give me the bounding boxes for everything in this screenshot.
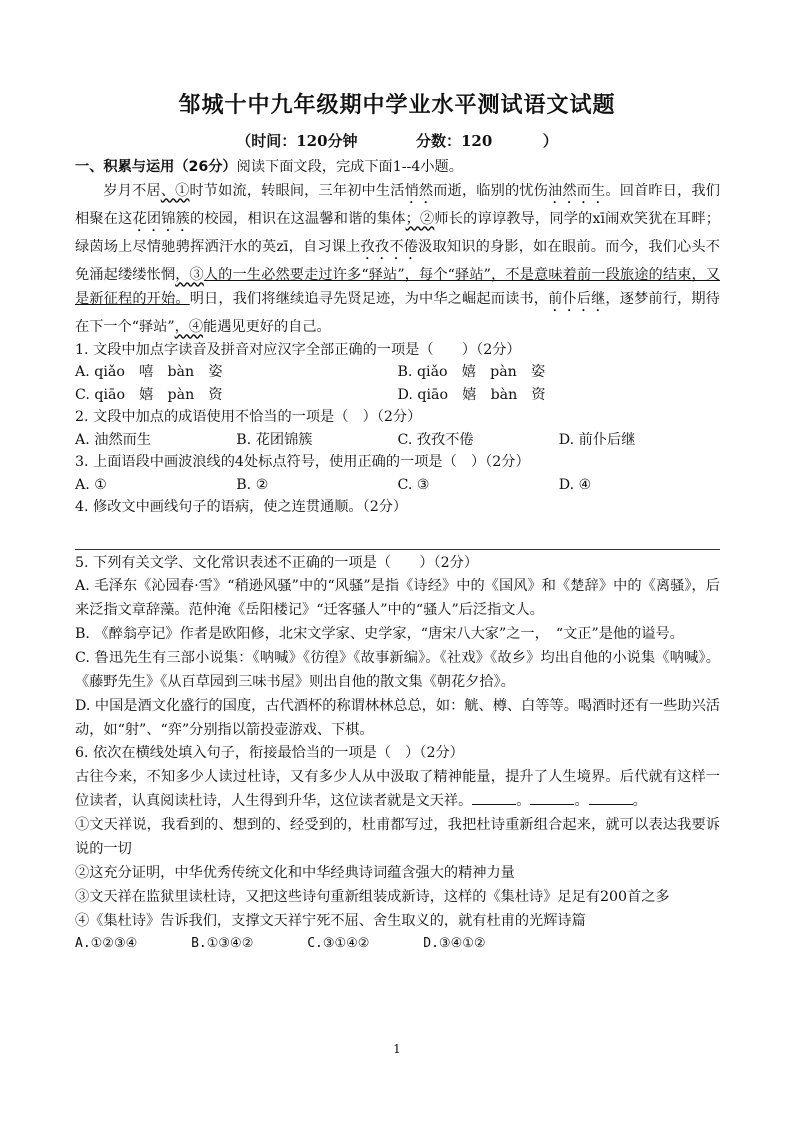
score-label: 分数：120 xyxy=(415,132,493,150)
question-6-options xyxy=(75,933,720,956)
question-1-stem: 1. 文段中加点字读音及拼音对应汉字全部正确的一项是（ ）（2分） xyxy=(75,341,521,358)
blank-2[interactable] xyxy=(530,790,574,805)
passage-text: 能遇见更好的自己。 xyxy=(203,318,331,335)
question-5-stem: 5. 下列有关文学、文化常识表述不正确的一项是（ ）（2分） xyxy=(75,554,479,571)
option-c[interactable]: C. qiāo 嬉 pàn 资 xyxy=(75,386,223,403)
blank-3[interactable] xyxy=(589,790,633,805)
question-3-options xyxy=(75,474,720,497)
option-b[interactable]: B.①③④② xyxy=(191,935,254,951)
option-d[interactable]: D. qiāo 嬉 bàn 资 xyxy=(397,386,546,403)
underlined-sentence: 人的一生必然要走过许多“驿站”，每个“驿站”，不是意味着前一段旅途的结束，又是新征程的开始。 xyxy=(75,266,720,307)
wavy-mark-1: 、① xyxy=(160,182,190,199)
question-6-sentence-2: ②这充分证明，中华优秀传统文化和中华经典诗词蕴含强大的精神力量 xyxy=(75,864,515,881)
wavy-mark-2: ；② xyxy=(405,210,435,227)
section-title: 一、积累与运用（26分） xyxy=(75,159,237,175)
option-c[interactable]: C. ③ xyxy=(397,476,430,493)
blank-1[interactable] xyxy=(472,790,516,805)
section-heading xyxy=(75,156,720,179)
question-6-sentence-3: ③文天祥在监狱里读杜诗，又把这些诗句重新组装成新诗，这样的《集杜诗》足足有200首之多 xyxy=(75,888,670,905)
question-6-sentence-4: ④《集杜诗》告诉我们，支撑文天祥宁死不屈、舍生取义的，就有杜甫的光辉诗篇 xyxy=(75,912,586,929)
question-2-options xyxy=(75,429,720,452)
question-3-stem: 3. 上面语段中画波浪线的4处标点符号，使用正确的一项是（ ）（2分） xyxy=(75,454,530,470)
option-a[interactable]: A. qiǎo 嘻 bàn 姿 xyxy=(75,364,223,380)
dotted-idiom-zizi: 孜孜不倦 xyxy=(360,238,419,255)
reading-passage xyxy=(75,179,720,339)
exam-subtitle xyxy=(0,130,794,151)
question-1-options-row-1 xyxy=(75,361,720,384)
exam-content xyxy=(75,156,720,955)
option-b[interactable]: B. ② xyxy=(236,476,269,493)
wavy-mark-4: ，④ xyxy=(174,318,204,335)
option-a[interactable]: A.①②③④ xyxy=(75,935,138,951)
passage-text: 时节如流，转眼间，三年初中生活 xyxy=(189,182,405,199)
dotted-word-qiaoran: 悄然 xyxy=(404,182,434,199)
option-b[interactable]: B. 花团锦簇 xyxy=(236,431,313,448)
option-c[interactable]: C. 孜孜不倦 xyxy=(397,431,474,448)
answer-line[interactable] xyxy=(75,527,720,550)
question-5-option-b[interactable]: B. 《醉翁亭记》作者是欧阳修，北宋文学家、史学家，“唐宋八大家”之一， “文正”是他的谥号。 xyxy=(75,626,684,642)
question-5-option-d[interactable]: D. 中国是酒文化盛行的国度，古代酒杯的称谓林林总总，如：觥、樽、白等等。喝酒时还有一些助兴活动，如“射”、“弈”分别指以箭投壶游戏、下棋。 xyxy=(75,698,720,738)
passage-text: 师长的谆谆教导，同学的xī闹欢笑犹在耳畔；绿茵场上尽情驰骋挥洒汗水的英zī，自习课上 xyxy=(75,210,720,255)
option-b[interactable]: B. qiǎo 嬉 pàn 姿 xyxy=(397,364,546,380)
dotted-idiom-qianpu: 前仆后继 xyxy=(548,290,606,307)
option-c[interactable]: C.③①④② xyxy=(307,935,370,951)
dotted-idiom-youran: 油然而生 xyxy=(548,182,606,199)
question-4-stem: 4. 修改文中画线句子的语病，使之连贯通顺。（2分） xyxy=(75,499,408,515)
option-d[interactable]: D. ④ xyxy=(558,476,592,493)
passage-text: 的校园，相识在这温馨和谐的集体 xyxy=(190,210,406,227)
question-6-passage-text: 古往今来，不知多少人读过杜诗，又有多少人从中汲取了精神能量，提升了人生境界。后代就有这样一位读者，认真阅读杜诗，人生得到升华，这位读者就是文天祥。 xyxy=(75,768,720,809)
passage-text: 汲取知识的身影，如在眼前。而今，我们心头不免涌起缕缕怅惘 xyxy=(75,238,720,283)
dotted-idiom-huatuan: 花团锦簇 xyxy=(132,210,190,227)
passage-text: 而逝，临别的忧伤 xyxy=(433,182,548,199)
option-a[interactable]: A. 油然而生 xyxy=(75,431,152,448)
question-6-passage: 古往今来，不知多少人读过杜诗，又有多少人从中汲取了精神能量，提升了人生境界。后代就有这样一位读者，认真阅读杜诗，人生得到升华，这位读者就是文天祥。 。 。 。 xyxy=(75,768,720,809)
exam-title: 邹城十中九年级期中学业水平测试语文试题 xyxy=(178,93,616,118)
passage-text: 。回首昨日，我们相聚在这 xyxy=(75,182,720,227)
question-5-option-c[interactable]: C. 鲁迅先生有三部小说集：《呐喊》《彷徨》《故事新编》。《社戏》《故乡》均出自他的小说集《呐喊》。《藤野先生》《从百草园到三味书屋》则出自他的散文集《朝花夕拾》。 xyxy=(75,650,720,690)
passage-text: 明日，我们将继续追寻先贤足迹，为中华之崛起而读书， xyxy=(189,290,549,307)
close-paren: ） xyxy=(542,132,558,150)
option-d[interactable]: D. 前仆后继 xyxy=(558,431,636,448)
option-a[interactable]: A. ① xyxy=(75,476,107,493)
question-1-options-row-2 xyxy=(75,384,720,407)
option-d[interactable]: D.③④①② xyxy=(423,935,486,951)
page-number: 1 xyxy=(393,1042,401,1056)
passage-text: ，逐梦前行，期待在下一个“驿站” xyxy=(75,290,720,335)
question-6-sentence-1: ①文天祥说，我看到的、想到的、经受到的，杜甫都写过，我把杜诗重新组合起来，就可以表达我要诉说的一切 xyxy=(75,816,720,857)
question-6-stem: 6. 依次在横线处填入句子，衔接最恰当的一项是（ ）（2分） xyxy=(75,745,464,761)
time-label: （时间：120分钟 xyxy=(236,132,358,150)
question-5-option-a[interactable]: A. 毛泽东《沁园春·雪》“稍逊风骚”中的“风骚”是指《诗经》中的《国风》和《楚辞》中的《离骚》，后来泛指文章辞藻。范仲淹《岳阳楼记》“迁客骚人”中的“骚人”后泛指文人。 xyxy=(75,578,720,618)
section-intro: 阅读下面文段，完成下面1--4小题。 xyxy=(236,159,463,175)
passage-text: 岁月不居 xyxy=(103,182,161,199)
question-2-stem: 2. 文段中加点的成语使用不恰当的一项是（ ）（2分） xyxy=(75,409,422,425)
wavy-mark-3: ，③ xyxy=(175,266,204,283)
